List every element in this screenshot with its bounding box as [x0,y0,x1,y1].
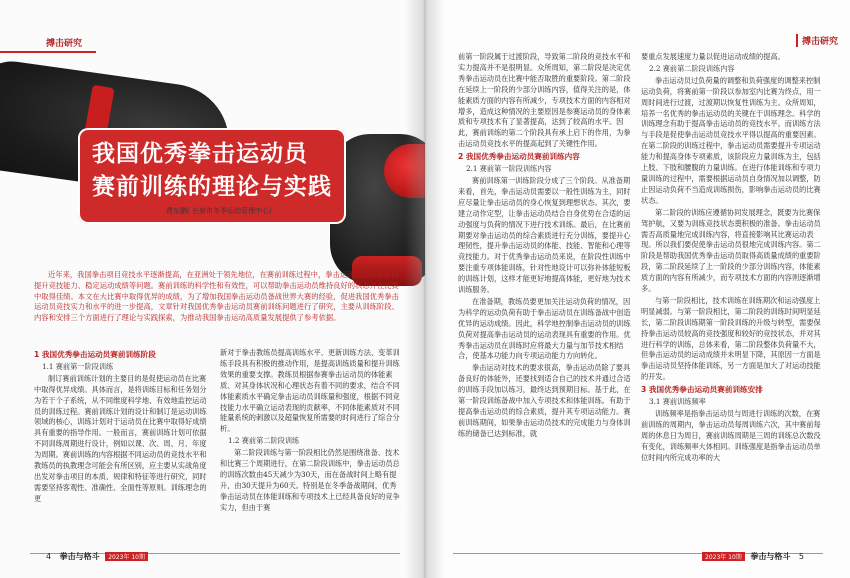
heading-section-3-1: 3.1 赛前训练频率 [649,397,706,407]
article-title-line2: 赛前训练的理论与实践 [92,174,332,200]
body-paragraph: 第二阶段的训练应遵循协同发展理念，既要为比赛保驾护航，又要为训练竞技状态奠积极的准备。拳击运动员需否高质量地完成训练内容，将直接影响其比赛运动表现。所以我们要促使拳击运动员很地完成训练内容。第二阶段是帮助我国优秀拳击运动员取得高质量成绩的重要阶段，第二阶段延续了上一阶段的少部分训练内容，体能素质方面的内容有所减少，而专项技术方面的内容则逐渐增多。 [641,207,821,294]
heading-section-2-2: 2.2 赛前第二阶段训练内容 [649,63,735,73]
book-gutter-shadow [405,0,445,578]
heading-section-2-1: 2.1 赛前第一阶段训练内容 [466,164,552,174]
magazine-name-left: 拳击与格斗 [59,552,100,561]
body-paragraph: 在准备期，教练员要更加关注运动负荷的情况，因为科学的运动负荷有助于拳击运动员在训练备战中创造优异的运动成绩。因此，科学地控制拳击运动员的训练负荷对提高拳击运动员的运动表现具有重要的作用。优秀拳击运动员在训练时应将最大力量与加节技术相结合，使基本功能力向专项运动能力方向转化。 [458,296,631,361]
body-paragraph: 新对于拳击教练员提高训练水平、更新训练方法、变革训练手段具有积极的推动作用，是提高训练质量和提升训练效果的重要支撑。教练员根据参赛拳击运动员的体能素质、对其身体状况和心理状态有着不同的要求，结合不同体能素质水平确定拳击运动员训练量和强度，根据不同竞技能力水平确立运动表现的贡献率，不同体能素质对不同能量系统的刺激以及超量恢复所需要的时间进行了综合分析。 [220,348,400,434]
body-paragraph: 制订赛前训练计划的主要目的是促使运动员在比赛中取得优异成绩。具体而言，是将训练目标和任务划分为若干个子系统，从不同维度科学地、有效地监控运动员的训练过程。赛前训练计划的设计和制订是运动训练领域的核心，训练计划对于运动员在比赛中取得好成绩具有重要的指导作用。一般而言，赛前训练计划可依据不同训练周期进行设计，例如以课、次、周、月、年度为周期。赛前训练的内容根据不同运动员的竞技水平和教练员的执教理念可能会有所区别，应主要从实战角度出发对拳击项目的本质、规律和特征等进行研究，同时需要坚持客观性、准确性、全面性等原则。训练理念的更 [34,373,207,503]
body-paragraph: 与第一阶段相比，技术训练在训练期次和运动强度上明显减弱。与第一阶段相比，第二阶段的训练时间明显延长，第二阶段训练期第一阶段训练的升级与转型，需要保持拳击运动员较高的竞技强度和较好的竞技状态，并对其进行科学的训练，总体来看，第二阶段整体负荷量不大，但拳击运动员的运动成绩并未明显下降，其原因一方面是拳击运动员坚持体能训练，另一方面是加大了对运动技能的开发。 [641,295,821,382]
heading-section-1-2: 1.2 赛前第二阶段训练 [228,436,300,446]
body-paragraph: 前第一阶段属于过渡阶段，导致第二阶段的竞技水平和实力提高并不是很明显。众所周知，第二阶段是决定优秀拳击运动员在比赛中能否取胜的重要阶段。第二阶段在延续上一阶段的少部分训练内容，值得关注的是，体能素质方面的内容有所减少，专项技术方面的内容相对增多，造成这种情况的主要原因是参赛运动员的身体素质和专项技术有了显著提高，达到了较高的水平。因此，赛前训练的第二个阶段具有承上启下的作用，为拳击运动员竞技水平的提高起到了关键性作用。 [458,52,631,149]
body-paragraph: 拳击运动对技术的要求很高，拳击运动员除了要具备良好的体能外，还要找到适合自己的技术并通过合适的训练手段加以练习，最终达到预期目标。基于此，在第一阶段训练备战中加入专项技术和体能训练。有助于提高拳击运动员的综合素质，提升其专项运动能力。赛前训练期间，如果拳击运动员技术的完成能力与身体训练的储备已达到标准，就 [458,363,631,438]
issue-badge-left: 2023年 10期 [105,552,148,561]
heading-section-1-1: 1.1 赛前第一阶段训练 [42,361,114,371]
body-paragraph: 要重点发展速度力量以促进运动成绩的提高。 [641,52,785,61]
body-paragraph: 第二阶段训练与第一阶段相比仍然是围绕准备、技术和比赛三个周期进行，在第二阶段训练中，拳击运动员总的训练次数由45天减少为30天，而在备战时间上略有提升，由30天提升为60天。特别是在冬季备战期间，优秀拳击运动员在体能训练和专项技术上已经具备良好的竞争实力，但由于赛 [220,448,400,512]
author-byline: 费东鹏( 长春市冬季运动管理中心) [166,207,272,215]
body-paragraph: 训练频率是指拳击运动员与周进行训练的次数，在赛前训练的周期内，拳击运动员每周训练六次，其中赛前每周的休息日为周日，赛前训练周期是三周的训练总次数没有变化，训练频率大体相同。训练强度是指拳击运动员单位时间内所完成功率的大 [641,409,821,462]
abstract-paragraph: 近年来，我国拳击项目竞技水平逐渐提高，在亚洲处于领先地位，在赛前训练过程中，拳击运动员面临着如何提升竞技能力、稳定运动成绩等问题。赛前训练的科学性和有效性，可以帮助拳击运动员维持良好的状态并在比赛中取得佳绩。本文在大比赛中取得优异的成绩，为了增加我国拳击运动员备战世界大赛的经验，促进我国优秀拳击运动员竞技实力和水平的进一步提高，文章针对我国优秀拳击运动员赛前训练问题进行了研究，主要从训练阶段、内容和安排三个方面进行了理论与实践探索，为推动我国拳击运动高质量发展提供了参考依据。 [34,270,399,323]
left-column-2 [220,348,400,515]
page-number-left: 4 [46,552,52,561]
issue-badge-right: 2023年 10期 [702,552,745,561]
footer-left [46,551,148,562]
page-number-right: 5 [798,552,804,561]
magazine-name-right: 拳击与格斗 [750,552,791,561]
right-column-2 [641,52,821,465]
article-title-line1: 我国优秀拳击运动员 [92,141,308,167]
body-paragraph: 拳击运动员过负荷量的调整和负荷强度的调整来控制运动负荷，将赛前第一阶段以参加室内比赛为终点，用一周时间进行过渡，过渡期以恢复性训练为主。众所周知，培养一名优秀的拳击运动员的关键在于训练理念。科学的训练理念有助于提高拳击运动员的竞技水平。而训练方法与手段是促使拳击运动员竞技水平得以提高的重要因素。在第二阶段的训练过程中，拳击运动员需要提升专项运动能力和提高身体专项素质，该阶段应力量训练为主，包括上肢、下肢和腰腹的力量训练。在进行体能训练和专项力量训练的过程中，需要根据运动员自身情况加以调整，防止因运动负荷不当造成训练损伤，影响拳击运动员的比赛状态。 [641,75,821,205]
right-page [425,0,850,578]
section-label-left: 搏击研究 [0,34,96,53]
section-label-right: 搏击研究 [796,34,838,47]
heading-section-1: 1 我国优秀拳击运动员赛前训练阶段 [34,350,156,359]
footer-right [699,551,804,562]
heading-section-2: 2 我国优秀拳击运动员赛前训练内容 [458,152,580,162]
body-paragraph: 赛前训练第一训练阶段分成了三个阶段。从准备期来看，首先，拳击运动员需要以一般性训练为主，同时应尽量让拳击运动员的身心恢复到理想状态。其次，要建立动作定型，让拳击运动员结合自身优势在合适的运动强度与负荷的情况下进行技术训练。最后，在比赛前期要对拳击运动员的综合素质进行充分训练，要提升心理韧性，提升拳击运动员的体能、技能、智能和心理等竞技能力。对于优秀拳击运动员来说，在阶段性训练中要注重专项体能训练，针对性地设计可以弥补体能短板的训练计划，这样才能更好地提高体能，更好地为技术训练服务。 [458,175,631,295]
heading-section-3: 3 我国优秀拳击运动员赛前训练安排 [641,385,763,395]
left-column-1 [34,348,208,506]
right-column-1 [458,52,633,441]
